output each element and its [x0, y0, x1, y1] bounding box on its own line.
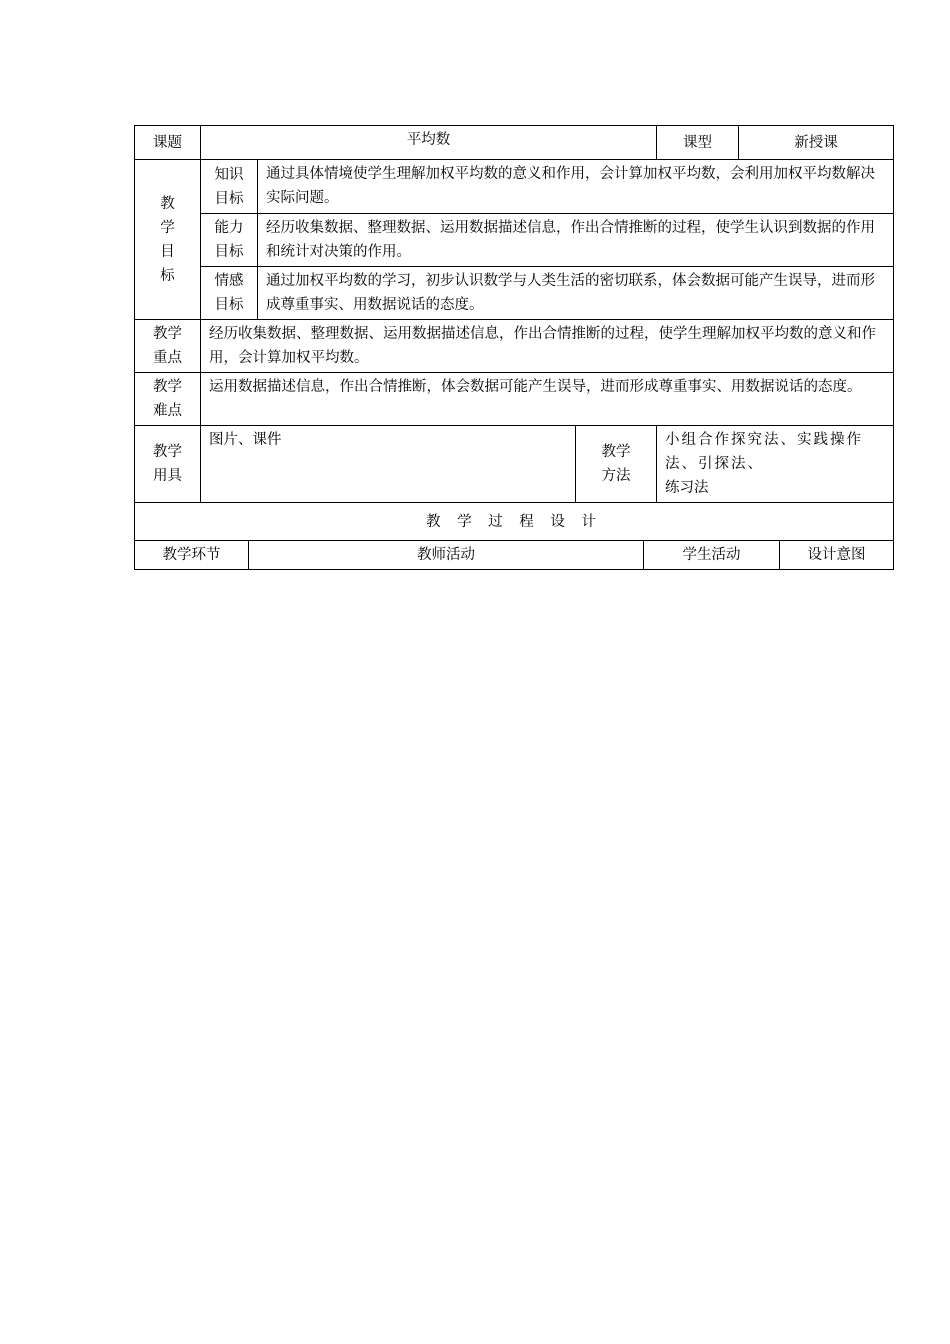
lesson-type-value: 新授课: [739, 126, 894, 160]
topic-label: 课题: [135, 126, 201, 160]
process-col-teacher: 教师活动: [249, 541, 644, 570]
process-table: [134, 540, 894, 570]
process-col-student: 学生活动: [644, 541, 780, 570]
lesson-plan: [134, 125, 893, 570]
difficulty-label: 教学 难点: [135, 373, 201, 426]
ability-objective-label: 能力 目标: [201, 214, 258, 267]
emotion-objective-text: 通过加权平均数的学习，初步认识数学与人类生活的密切联系，体会数据可能产生误导，进而形成尊重事实、用数据说话的态度。: [258, 267, 894, 320]
method-text: 小组合作探究法、实践操作法、引探法、 练习法: [657, 426, 894, 503]
tools-text: 图片、课件: [201, 426, 576, 503]
emotion-objective-label: 情感 目标: [201, 267, 258, 320]
ability-objective-text: 经历收集数据、整理数据、运用数据描述信息，作出合情推断的过程，使学生认识到数据的作用和统计对决策的作用。: [258, 214, 894, 267]
process-col-intent: 设计意图: [780, 541, 894, 570]
difficulty-text: 运用数据描述信息，作出合情推断，体会数据可能产生误导，进而形成尊重事实、用数据说话的态度。: [201, 373, 894, 426]
lesson-plan-table: [134, 125, 894, 541]
topic-value: 平均数: [201, 126, 657, 160]
lesson-type-label: 课型: [657, 126, 739, 160]
knowledge-objective-label: 知识 目标: [201, 160, 258, 214]
knowledge-objective-text: 通过具体情境使学生理解加权平均数的意义和作用，会计算加权平均数，会利用加权平均数解决实际问题。: [258, 160, 894, 214]
process-col-stage: 教学环节: [135, 541, 249, 570]
objectives-label: 教 学 目 标: [135, 160, 201, 320]
method-label: 教学 方法: [576, 426, 657, 503]
key-point-label: 教学 重点: [135, 320, 201, 373]
process-title: 教 学 过 程 设 计: [135, 503, 894, 541]
key-point-text: 经历收集数据、整理数据、运用数据描述信息，作出合情推断的过程，使学生理解加权平均数的意义和作用，会计算加权平均数。: [201, 320, 894, 373]
tools-label: 教学 用具: [135, 426, 201, 503]
